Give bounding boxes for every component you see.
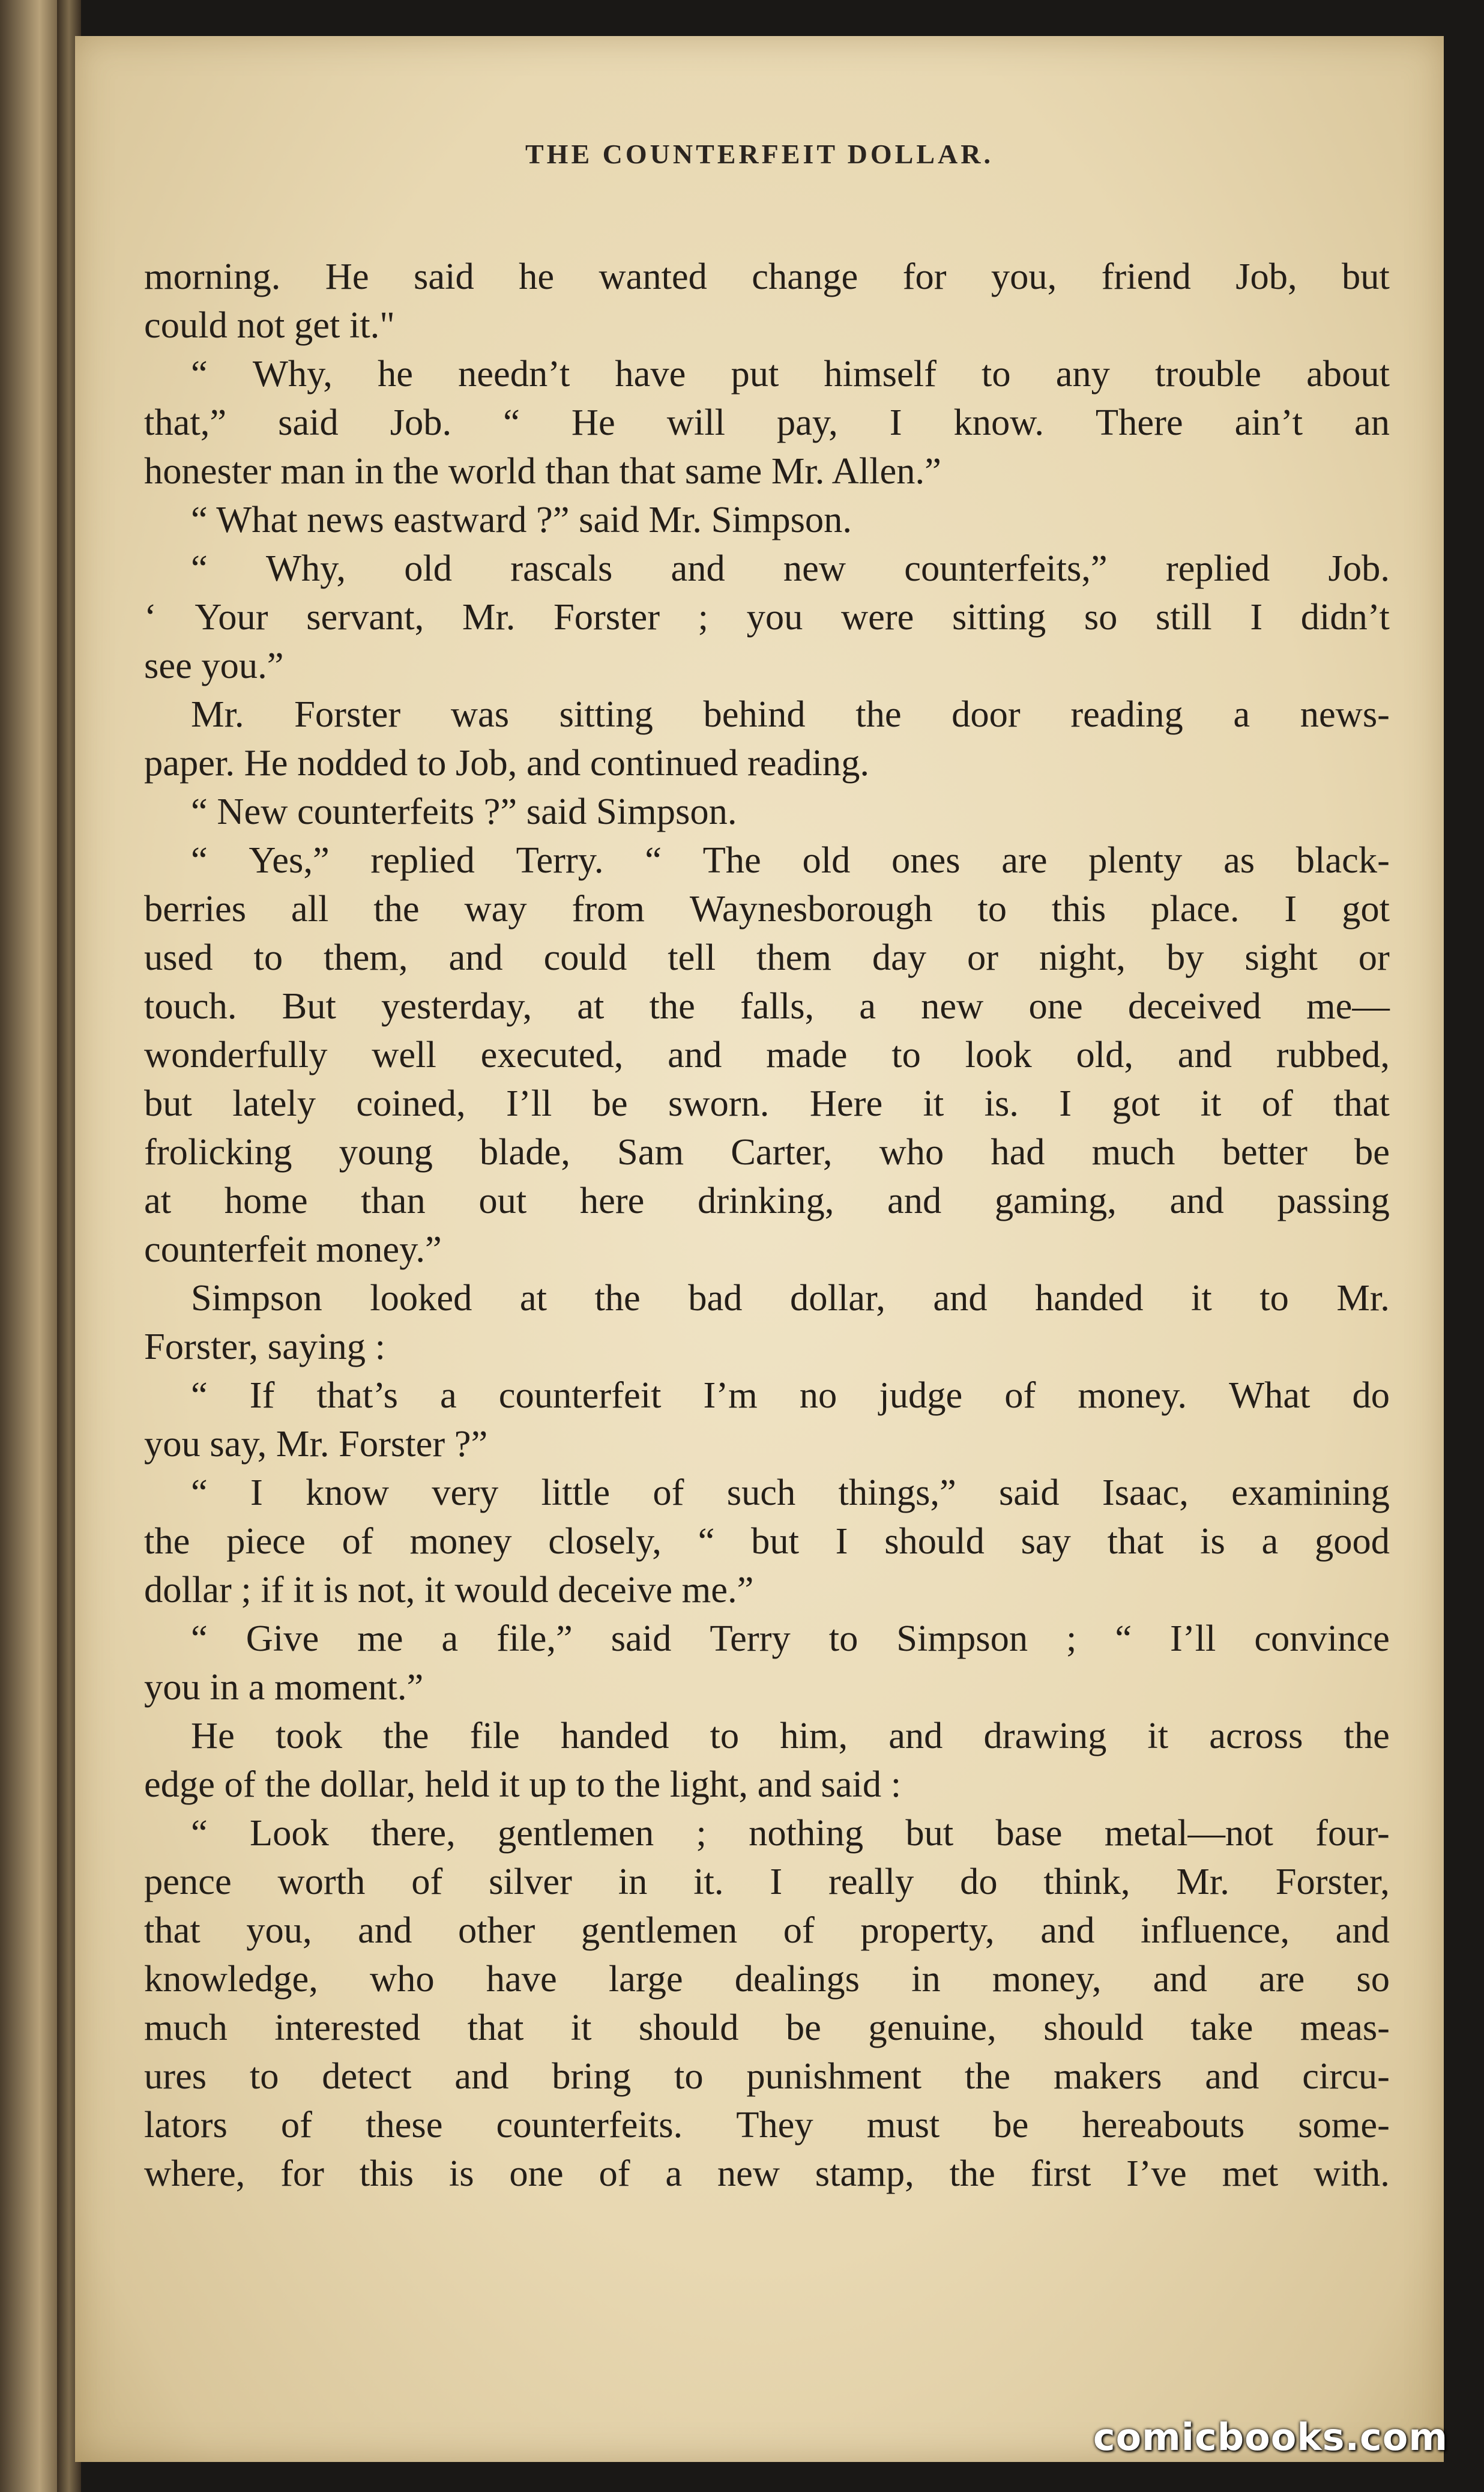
text-line: “ New counterfeits ?” said Simpson.	[191, 790, 737, 832]
text-line: counterfeit money.”	[144, 1228, 442, 1270]
text-line: that you, and other gentlemen of property, and influence, and	[144, 1909, 1390, 1951]
text-line: knowledge, who have large dealings in money, and are so	[144, 1958, 1390, 2000]
text-line: you say, Mr. Forster ?”	[144, 1423, 488, 1465]
text-line: could not get it."	[144, 304, 395, 346]
text-line: berries all the way from Waynesborough to this place. I got	[144, 888, 1390, 930]
text-line: “ Why, old rascals and new counterfeits,” replied Job.	[191, 547, 1390, 589]
text-line: pence worth of silver in it. I really do think, Mr. Forster,	[144, 1860, 1390, 1902]
text-line: “ Give me a file,” said Terry to Simpson ; “ I’ll convince	[191, 1617, 1390, 1659]
text-line: frolicking young blade, Sam Carter, who had much better be	[144, 1131, 1390, 1173]
page-body-text	[144, 252, 1390, 2198]
text-line: Mr. Forster was sitting behind the door reading a news-	[191, 693, 1390, 735]
text-line: lators of these counterfeits. They must be hereabouts some-	[144, 2103, 1390, 2146]
text-line: that,” said Job. “ He will pay, I know. There ain’t an	[144, 401, 1390, 443]
text-line: at home than out here drinking, and gaming, and passing	[144, 1179, 1390, 1221]
text-line: “ Why, he needn’t have put himself to any trouble about	[191, 352, 1390, 395]
text-line: paper. He nodded to Job, and continued reading.	[144, 742, 870, 784]
text-line: Forster, saying :	[144, 1325, 385, 1367]
text-line: much interested that it should be genuine, should take meas-	[144, 2006, 1390, 2048]
site-watermark: comicbooks.com	[1093, 2415, 1448, 2459]
text-line: ‘ Your servant, Mr. Forster ; you were sitting so still I didn’t	[144, 596, 1390, 638]
text-line: edge of the dollar, held it up to the light, and said :	[144, 1763, 902, 1805]
text-line: ures to detect and bring to punishment the makers and circu-	[144, 2055, 1390, 2097]
text-line: “ What news eastward ?” said Mr. Simpson.	[191, 498, 852, 540]
text-line: used to them, and could tell them day or night, by sight or	[144, 936, 1390, 978]
text-line: where, for this is one of a new stamp, the first I’ve met with.	[144, 2152, 1390, 2194]
text-line: Simpson looked at the bad dollar, and handed it to Mr.	[191, 1277, 1390, 1319]
text-line: touch. But yesterday, at the falls, a new one deceived me—	[144, 985, 1390, 1027]
text-line: “ Yes,” replied Terry. “ The old ones are plenty as black-	[191, 839, 1390, 881]
text-line: “ I know very little of such things,” said Isaac, examining	[191, 1471, 1390, 1513]
text-line: you in a moment.”	[144, 1666, 424, 1708]
text-line: “ Look there, gentlemen ; nothing but base metal—not four-	[191, 1812, 1390, 1854]
text-line: dollar ; if it is not, it would deceive me.”	[144, 1568, 754, 1610]
text-line: see you.”	[144, 644, 284, 686]
text-line: the piece of money closely, “ but I should say that is a good	[144, 1520, 1390, 1562]
text-line: He took the file handed to him, and drawing it across the	[191, 1714, 1390, 1756]
text-line: “ If that’s a counterfeit I’m no judge of money. What do	[191, 1374, 1390, 1416]
running-header: THE COUNTERFEIT DOLLAR.	[525, 139, 994, 169]
text-line: but lately coined, I’ll be sworn. Here it is. I got it of that	[144, 1082, 1390, 1124]
book-page	[75, 36, 1444, 2462]
text-line: wonderfully well executed, and made to look old, and rubbed,	[144, 1033, 1390, 1075]
text-line: morning. He said he wanted change for you, friend Job, but	[144, 255, 1390, 297]
text-line: honester man in the world than that same Mr. Allen.”	[144, 450, 941, 492]
